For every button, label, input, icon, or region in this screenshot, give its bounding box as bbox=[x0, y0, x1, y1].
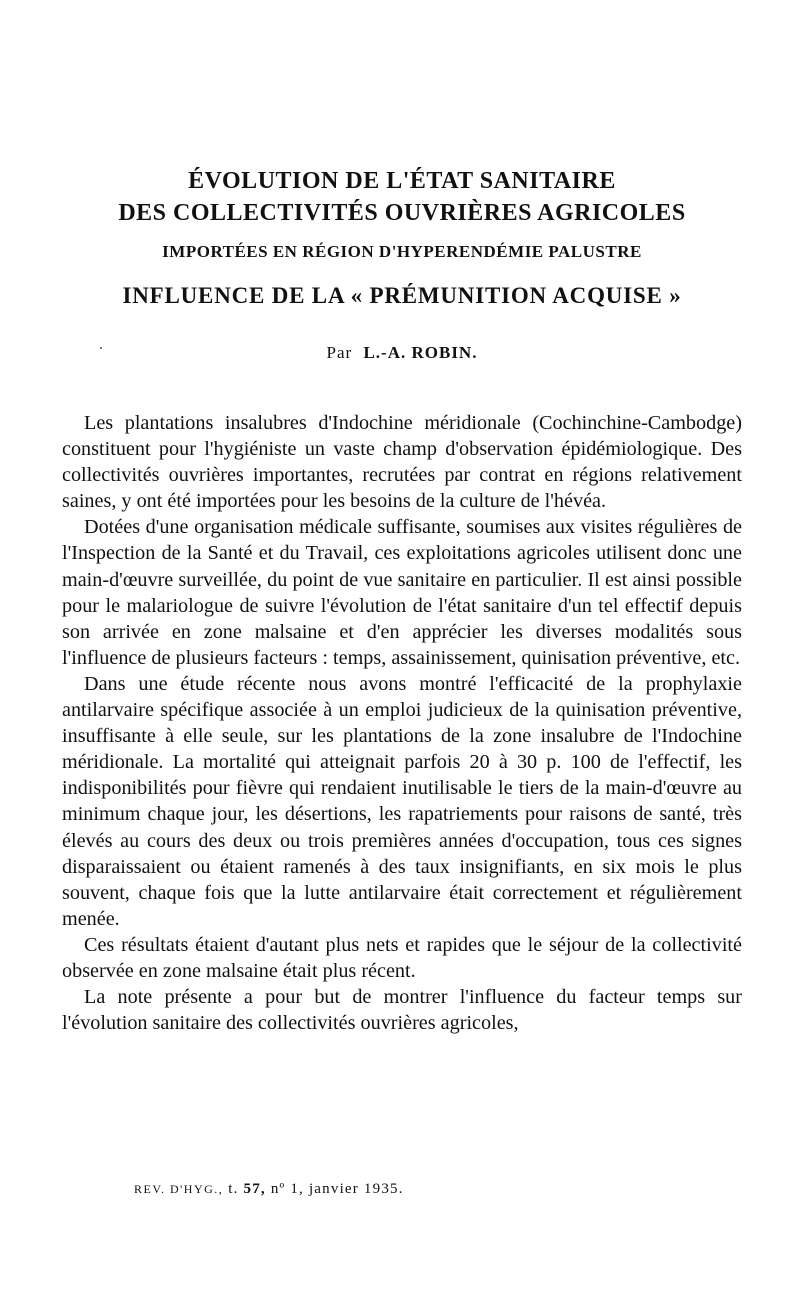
page-footer-citation bbox=[134, 1181, 404, 1198]
journal-abbrev: REV. D'HYG., bbox=[134, 1182, 224, 1196]
tome-label: t. bbox=[228, 1181, 239, 1197]
subtitle: IMPORTÉES EN RÉGION D'HYPERENDÉMIE PALUSTRE bbox=[162, 242, 642, 261]
author-name: L.-A. ROBIN. bbox=[363, 343, 478, 362]
page bbox=[62, 0, 742, 1304]
section-heading: INFLUENCE DE LA « PRÉMUNITION ACQUISE » bbox=[122, 283, 682, 308]
title-line-1: ÉVOLUTION DE L'ÉTAT SANITAIRE bbox=[188, 168, 616, 194]
volume-number: 57, bbox=[243, 1181, 266, 1197]
byline-prefix: Par bbox=[326, 343, 353, 362]
title-line-2: DES COLLECTIVITÉS OUVRIÈRES AGRICOLES bbox=[118, 200, 686, 226]
issue-number: nº 1, bbox=[270, 1181, 304, 1197]
paragraph: Ces résultats étaient d'autant plus nets et rapides que le séjour de la collectivité observée en zone malsaine était plus récent. bbox=[62, 933, 742, 982]
paragraph: Les plantations insalubres d'Indochine méridionale (Cochinchine-Cambodge) constituent pour l'hygiéniste un vaste champ d'observation épidémiologique. Des collectivités ouvrières importantes, recrutées par contrat en régions relativement saines, y ont été importées pour les besoins de la culture de l'hévéa. bbox=[62, 412, 742, 513]
paragraph: Dans une étude récente nous avons montré l'efficacité de la prophylaxie antilarvaire spécifique associée à un emploi judicieux de la quinisation préventive, insuffisante à elle seule, sur les plantations de la zone insalubre de l'Indochine méridionale. La mortalité qui atteignait parfois 20 à 30 p. 100 de l'effectif, les indisponibilités pour fièvre qui rendaient inutilisable le tiers de la main-d'œuvre au minimum chaque jour, les désertions, les rapatriements pour raisons de santé, très élevés au cours des deux ou trois premières années d'occupation, tous ces signes disparaissaient ou étaient ramenés à des taux insignifiants, en six mois le plus souvent, chaque fois que la lutte antilarvaire était correctement et régulièrement menée. bbox=[62, 672, 742, 930]
paragraph: Dotées d'une organisation médicale suffisante, soumises aux visites régulières de l'Inspection de la Santé et du Travail, ces exploitations agricoles utilisent donc une main-d'œuvre surveillée, du point de vue sanitaire en particulier. Il est ainsi possible pour le malariologue de suivre l'évolution de l'état sanitaire d'un tel effectif depuis son arrivée en zone malsaine et d'en apprécier les diverses modalités sous l'influence de plusieurs facteurs : temps, assainissement, quinisation préventive, etc. bbox=[62, 516, 742, 669]
article-body bbox=[62, 410, 742, 1036]
publication-date: janvier 1935. bbox=[308, 1181, 404, 1197]
paragraph: La note présente a pour but de montrer l'influence du facteur temps sur l'évolution sanitaire des collectivités ouvrières agricoles, bbox=[62, 986, 742, 1035]
byline bbox=[62, 343, 742, 363]
